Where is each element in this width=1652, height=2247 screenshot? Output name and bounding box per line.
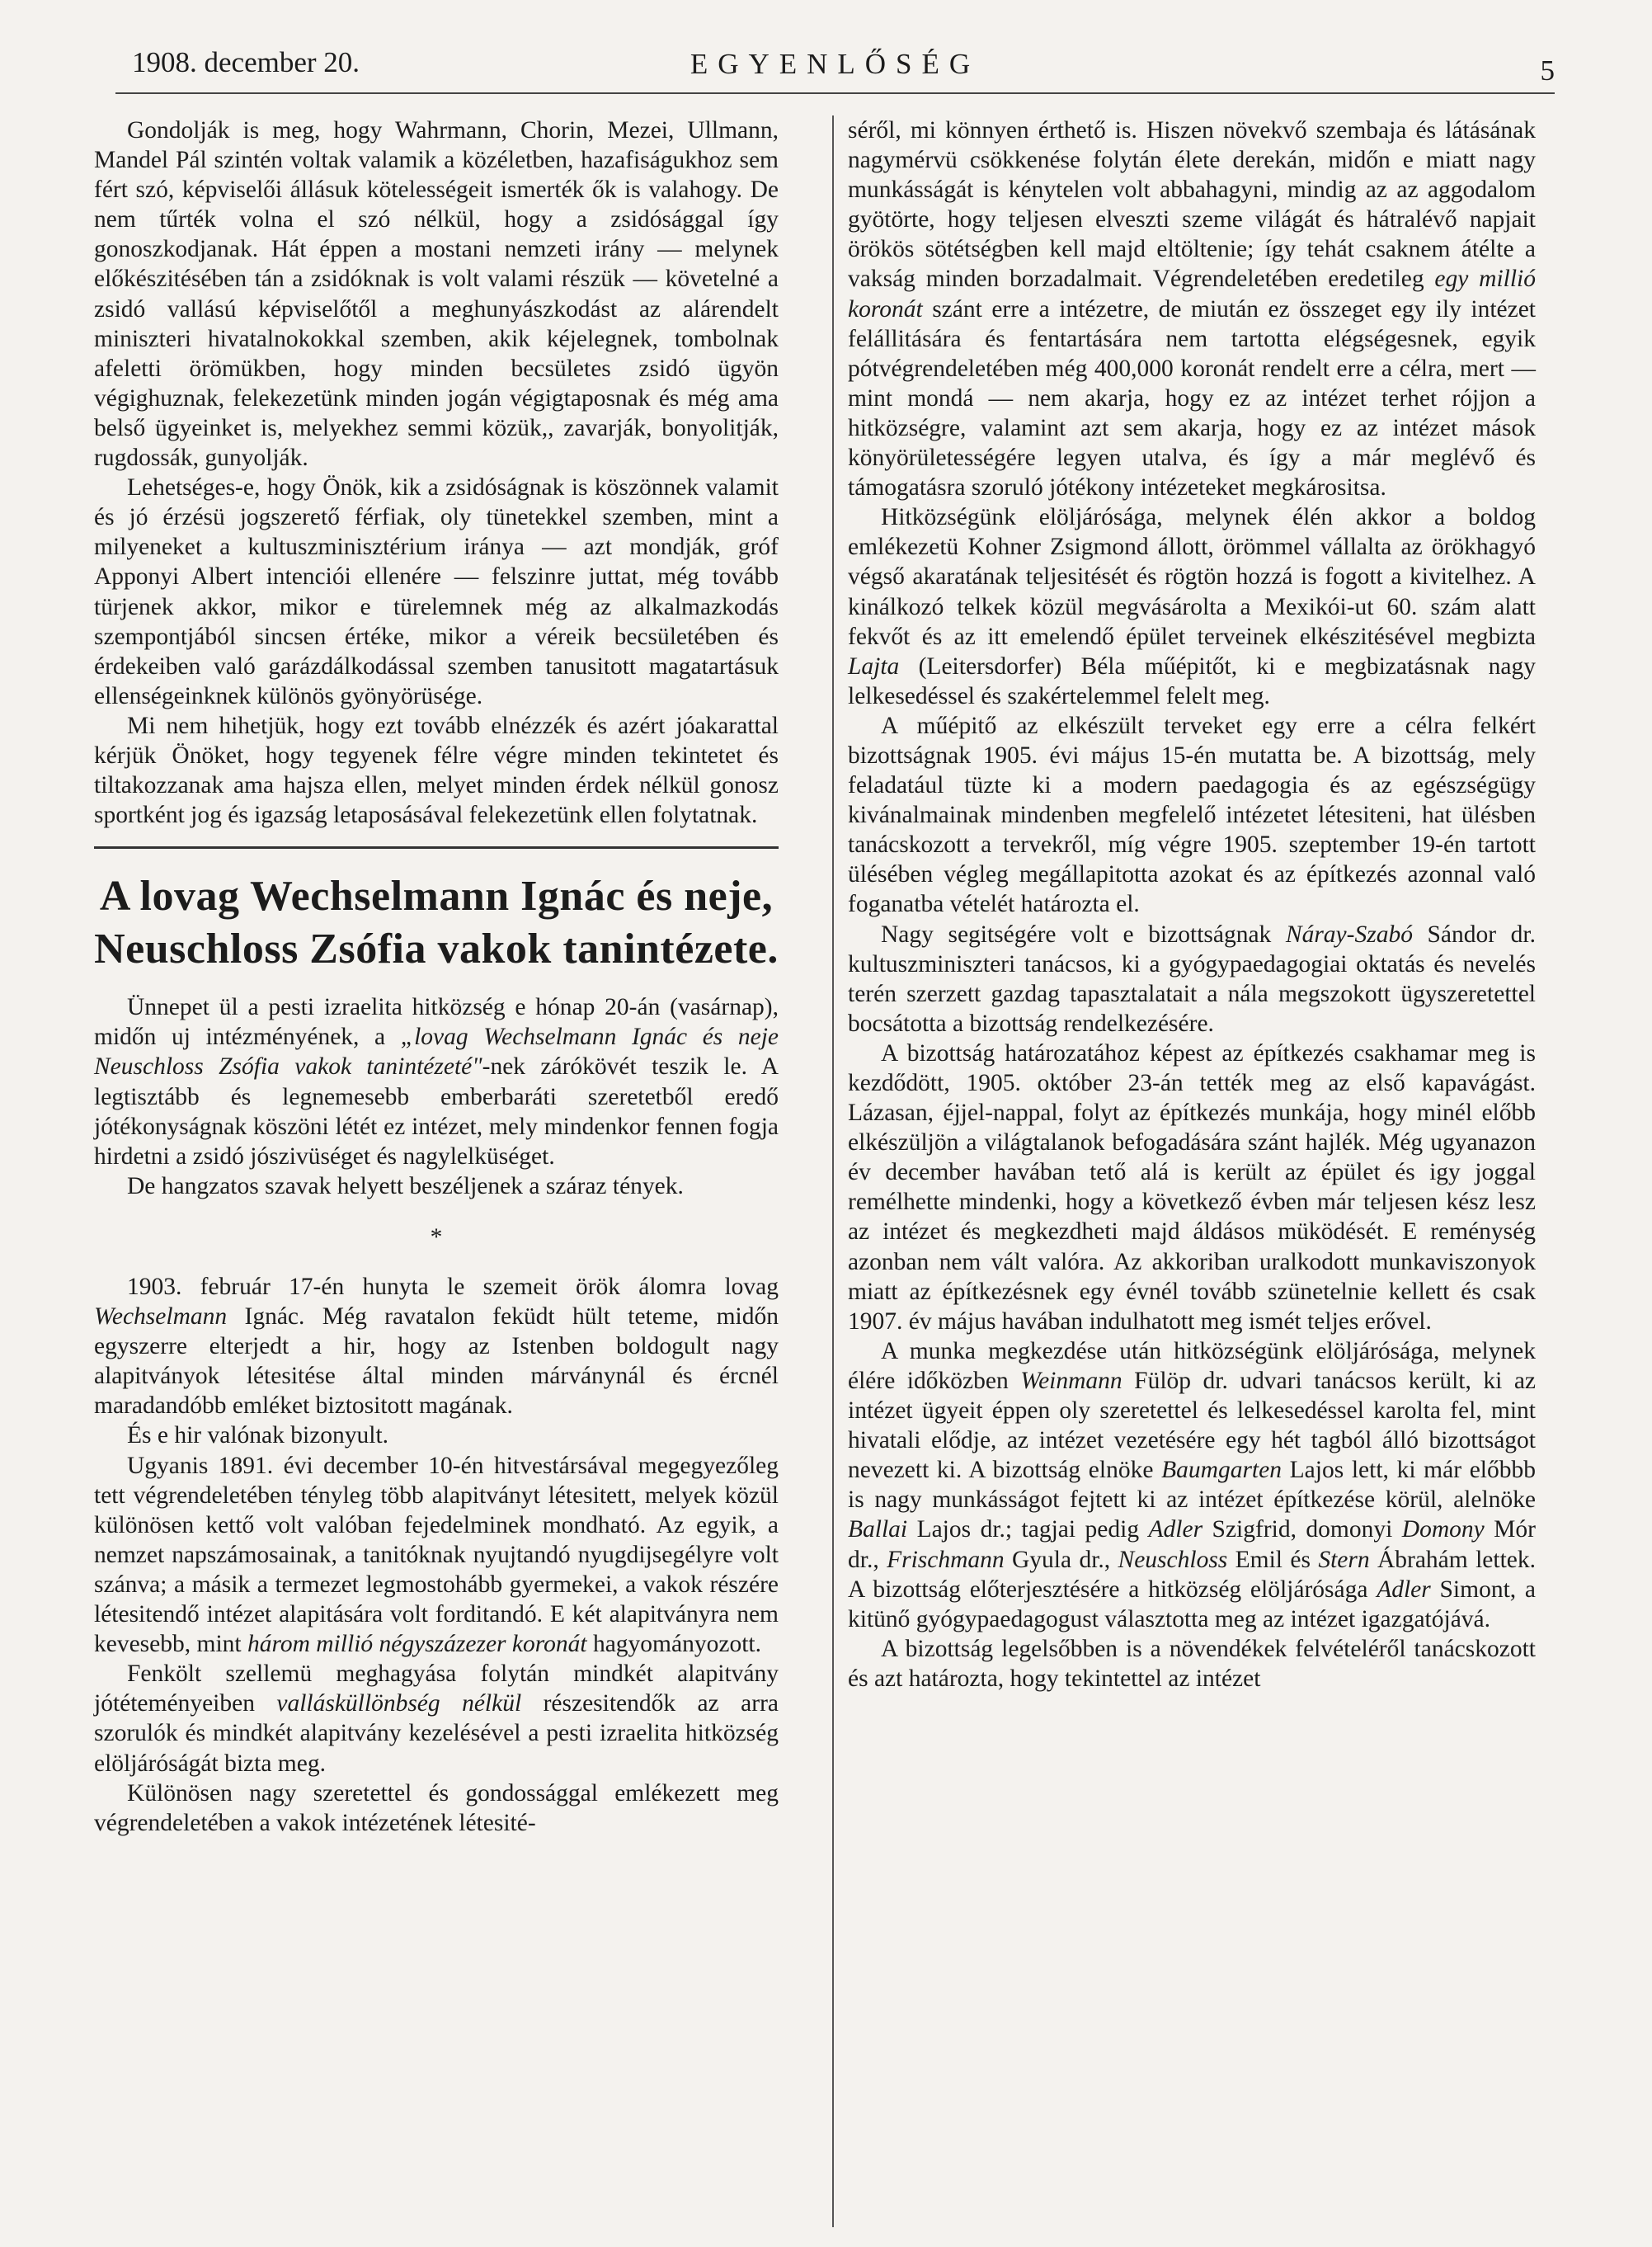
header-rule (115, 92, 1555, 94)
paragraph: Nagy segitségére volt e bizottságnak Náray-Szabó Sándor dr. kultuszminiszteri tanácsos, ki a gyógypaedagogiai oktatás és nevelés terén szerzett gazdag tapasztalatait a nála megszokott ügyszeretettel bocsátotta a bizottság rendelkezésére. (848, 921, 1536, 1037)
paragraph: 1903. február 17-én hunyta le szemeit örök álomra lovag Wechselmann Ignác. Még ravatalon feküdt hült teteme, midőn egyszerre elterjedt a hir, hogy az Istenben boldogult nagy alapitványok létesitése által minden márványnál és ércnél maradandóbb emléket biztositott magának. (94, 1274, 779, 1420)
paragraph: A munka megkezdése után hitközségünk elöljárósága, melynek élére időközben Weinmann Fülöp dr. udvari tanácsos került, ki az intézet ügyeit éppen oly szeretettel és lelkesedéssel karolta fel, mint hivatali elődje, az intézet vezetésére egy hét tagból álló bizottságot nevezett ki. A bizottság elnöke Baumgarten Lajos lett, ki már előbbb is nagy munkásságot fejtett ki az intézet építkezése körül, alelnöke Ballai Lajos dr.; tagjai pedig Adler Szigfrid, domonyi Domony Mór dr., Frischmann Gyula dr., Neuschloss Emil és Stern Ábrahám lettek. A bizottság előterjesztésére a hitközség elöljárósága Adler Simont, a kitünő gyógypaedagogust választotta meg az intézet igazgatójává. (848, 1337, 1536, 1632)
right-column (848, 115, 1536, 1693)
paragraph: És e hir valónak bizonyult. (127, 1422, 389, 1449)
issue-date: 1908. december 20. (132, 46, 360, 78)
paragraph: A műépitő az elkészült terveket egy erre a célra felkért bizottságnak 1905. évi május 15-én mutatta be. A bizottság, mely feladatául tüzte ki a modern paedagogia és az egészségügy kivánalmainak mindenben megfelelő intézetet létesiteni, hat ülésben tanácskozott a tervekről, míg végre 1905. szeptember 19-én tartott ülésében végleg megállapitotta azokat és az építkezés azonnal való foganatba vételét határozta el. (848, 712, 1536, 918)
paragraph: Hitközségünk elöljárósága, melynek élén akkor a boldog emlékezetü Kohner Zsigmond állott, örömmel vállalta az örökhagyó végső akaratának teljesitését és rögtön hozzá is fogott a kivitelhez. A kinálkozó telkek közül megvásárolta a Mexikói-ut 60. szám alatt fekvőt és az itt emelendő épület terveinek elkészitésével megbizta Lajta (Leitersdorfer) Béla műépitőt, ki e megbizatásnak nagy lelkesedéssel és szakértelemmel felelt meg. (848, 504, 1536, 709)
article-title: A lovag Wechselmann Ignác és neje, Neuschloss Zsófia vakok tanintézete. (94, 873, 779, 973)
left-column (94, 115, 779, 1838)
page-header (115, 46, 1555, 96)
masthead: EGYENLŐSÉG (690, 48, 981, 80)
paragraph: A bizottság határozatához képest az építkezés csakhamar meg is kezdődött, 1905. október 23-án tették meg az első kapavágást. Lázasan, éjjel-nappal, folyt az építkezés munkája, hogy minél előbb elkészüljön a világtalanok befogadására szánt hajlék. Még ugyanazon év december havában tető alá is került az épület és igy joggal remélhette mindenki, hogy a következő évben már teljesen kész lesz az intézet és megkezdheti majd áldásos müködését. E reménység azonban nem vált valóra. Az akkoriban uralkodott munkaviszonyok miatt az építkezésnek egy évnél tovább szünetelnie kellett és csak 1907. év május havában indulhatott meg ismét teljes erővel. (848, 1039, 1536, 1335)
paragraph: A bizottság legelsőbben is a növendékek felvételéről tanácskozott és azt határozta, hogy tekintettel az intézet (848, 1635, 1536, 1692)
page-number: 5 (1540, 54, 1555, 87)
article-separator (94, 846, 779, 849)
paragraph: Gondolják is meg, hogy Wahrmann, Chorin, Mezei, Ullmann, Mandel Pál szintén voltak valamik a közéletben, hazafiságukhoz sem fért szó, képviselői állásuk kötelességeit ismerték ők is valahogy. De nem tűrték volna el szó nélkül, hogy a zsidósággal így gonoszkodjanak. Hát éppen a mostani nemzeti irány — melynek előkészitésében tán a zsidóknak is volt valami részük — követelné a zsidó vallású képviselőtől a meghunyászkodást az alárendelt miniszteri hivatalnokokkal szemben, akik kéjelegnek, tombolnak afeletti örömükben, hogy minden becsületes zsidó ügyön végighuznak, felekezetünk minden jogán végigtaposnak és még ama belső ügyeinket is, melyekhez semmi közük,, zavarják, bonyolitják, rugdossák, gunyolják. (94, 117, 779, 472)
paragraph: Különösen nagy szeretettel és gondossággal emlékezett meg végrendeletében a vakok intézetének létesité- (94, 1779, 779, 1836)
section-separator-star: * (430, 1223, 443, 1251)
paragraph: Ugyanis 1891. évi december 10-én hitvestársával megegyezőleg tett végrendeletében tényleg több alapitványt létesitett, melyek közül különösen kettő volt valóban fejedelminek mondható. Az egyik, a nemzet napszámosainak, a tanitóknak nyujtandó nyugdijsegélyre volt szánva; a másik a termezet legmostohább gyermekei, a vakok részére létesitendő intézet alapitására volt forditandó. E két alapitványra nem kevesebb, mint három millió négyszázezer koronát hagyományozott. (94, 1452, 779, 1658)
column-divider (832, 115, 834, 2227)
paragraph: Fenkölt szellemü meghagyása folytán mindkét alapitvány jótéteményeiben vallásküllönbség nélkül részesitendők az arra szorulók és mindkét alapitvány kezelésével a pesti izraelita hitközség elöljáróságát bizta meg. (94, 1661, 779, 1777)
paragraph: Lehetséges-e, hogy Önök, kik a zsidóságnak is köszönnek valamit és jó érzésü jogszerető férfiak, oly tünetekkel szemben, mint a milyeneket a kultuszminisztérium iránya — azt mondják, gróf Apponyi Albert intenciói ellenére — felszinre juttat, még tovább türjenek akkor, mikor e türelemnek még az alkalmazkodás szempontjából sincsen értéke, mikor a véreik becsületében és érdekeiben való garázdálkodással szemben tanusitott magatartásuk ellenségeinknek különös gyönyörüsége. (94, 474, 779, 709)
paragraph: séről, mi könnyen érthető is. Hiszen növekvő szembaja és látásának nagymérvü csökkenése folytán élete derekán, midőn e miatt nagy munkásságát is kénytelen volt abbahagyni, mindig az az aggodalom gyötörte, hogy teljesen elveszti szeme világát és hátralévő napjait örökös sötétségben kell majd eltöltenie; így tehát csaknem átélte a vakság minden borzadalmait. Végrendeletében eredetileg egy millió koronát szánt erre a intézetre, de miután ez összeget egy ily intézet felállitására és fentartására nem tartotta elégségesnek, egyik pótvégrendeletében még 400,000 koronát rendelt erre a célra, mert — mint mondá — nem akarja, hogy ez az intézet terhet rójjon a hitközségre, valamint azt sem akarja, hogy ez az intézet mások könyörületességére legyen utalva, és így a már meglévő és támogatásra szoruló jótékony intézeteket megkárositsa. (848, 117, 1536, 502)
paragraph: De hangzatos szavak helyett beszéljenek a száraz tények. (127, 1172, 684, 1199)
paragraph: Ünnepet ül a pesti izraelita hitközség e hónap 20-án (vasárnap), midőn uj intézményének, a „lovag Wechselmann Ignác és neje Neuschloss Zsófia vakok tanintézeté"-nek zárókövét teszik le. A legtisztább és legnemesebb emberbaráti szeretetből eredő jótékonyságnak köszöni létét ez intézet, mely mindenkor fennen fogja hirdetni a zsidó jószivüséget és nagylelküséget. (94, 994, 779, 1170)
paragraph: Mi nem hihetjük, hogy ezt tovább elnézzék és azért jóakarattal kérjük Önöket, hogy tegyenek félre végre minden tekintetet és tiltakozzanak ama hajsza ellen, melyet minden érdek nélkül gonosz sportként jog és igazság letaposásával felekezetünk ellen folytatnak. (94, 712, 779, 829)
